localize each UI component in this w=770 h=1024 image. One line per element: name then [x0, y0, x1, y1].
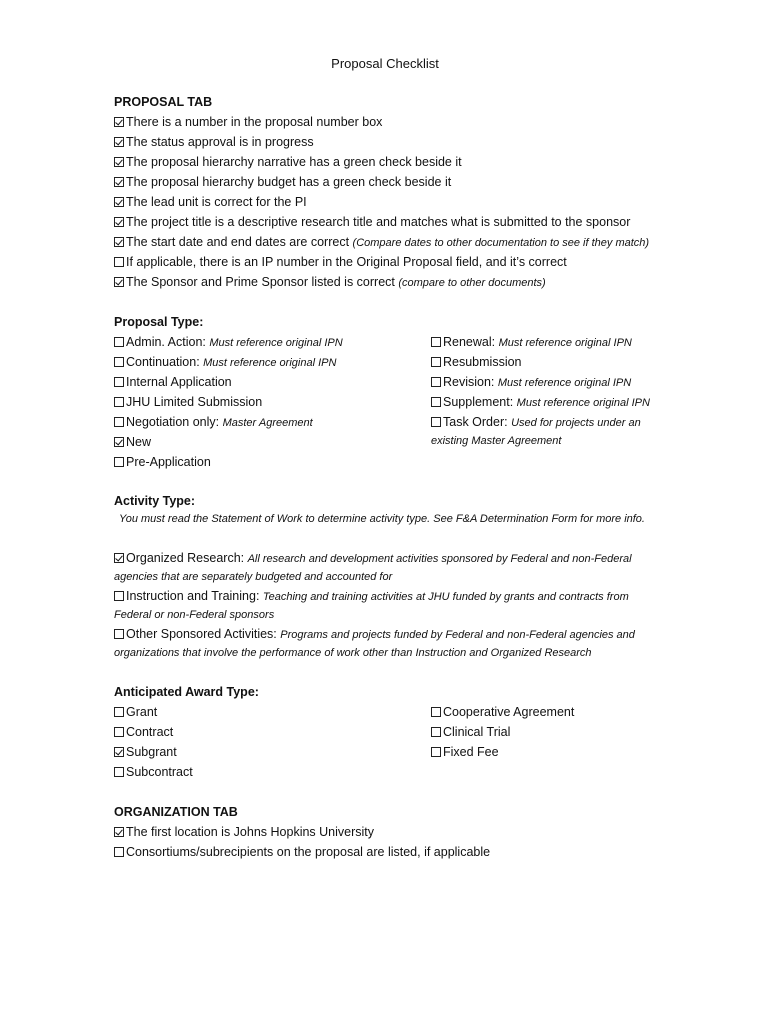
checked-checkbox[interactable]: [114, 747, 124, 757]
checklist-item: [114, 588, 629, 605]
unchecked-checkbox[interactable]: [114, 591, 124, 601]
activity-item-note-continued: Federal or non-Federal sponsors: [114, 609, 275, 621]
unchecked-checkbox[interactable]: [114, 847, 124, 857]
checklist-item-note: Must reference original IPN: [516, 397, 650, 409]
checklist-item-label: There is a number in the proposal number box: [126, 115, 383, 129]
checklist-item-label: Pre-Application: [126, 455, 211, 469]
checklist-item-label: Supplement:: [443, 395, 517, 409]
unchecked-checkbox[interactable]: [431, 747, 441, 757]
checklist-item-label: Resubmission: [443, 355, 522, 369]
checklist-item-label: Grant: [126, 705, 158, 719]
checklist-item: [114, 724, 173, 740]
checklist-item-note: Must reference original IPN: [203, 357, 337, 369]
proposal-tab-heading: PROPOSAL TAB: [114, 95, 213, 109]
checklist-item-label: Clinical Trial: [443, 725, 511, 739]
activity-item-note-continued: organizations that involve the performance of work other than Instruction and Organized Research: [114, 647, 592, 659]
checklist-item: [114, 334, 343, 351]
checklist-item-label: Admin. Action:: [126, 335, 210, 349]
unchecked-checkbox[interactable]: [114, 457, 124, 467]
checklist-item-label: The first location is Johns Hopkins University: [126, 825, 375, 839]
proposal-type-heading: Proposal Type:: [114, 315, 204, 329]
checklist-item-label: The lead unit is correct for the PI: [126, 195, 307, 209]
checklist-item-label: Contract: [126, 725, 174, 739]
checked-checkbox[interactable]: [114, 197, 124, 207]
checklist-item: [431, 744, 499, 760]
checklist-item: [114, 254, 567, 270]
unchecked-checkbox[interactable]: [114, 629, 124, 639]
checked-checkbox[interactable]: [114, 437, 124, 447]
checked-checkbox[interactable]: [114, 827, 124, 837]
unchecked-checkbox[interactable]: [431, 707, 441, 717]
unchecked-checkbox[interactable]: [431, 417, 441, 427]
checklist-item-label: Renewal:: [443, 335, 499, 349]
checklist-item-label: Continuation:: [126, 355, 204, 369]
checklist-item-label: The proposal hierarchy narrative has a green check beside it: [126, 155, 462, 169]
checklist-item: [431, 334, 632, 351]
checklist-item: [431, 414, 641, 431]
unchecked-checkbox[interactable]: [431, 727, 441, 737]
checklist-item-note: Programs and projects funded by Federal and non-Federal agencies and: [280, 629, 635, 641]
checked-checkbox[interactable]: [114, 237, 124, 247]
checklist-item: [431, 704, 574, 720]
page-title: Proposal Checklist: [331, 56, 439, 71]
checklist-item-note: Must reference original IPN: [498, 337, 632, 349]
checklist-item: [114, 824, 374, 840]
checklist-item-label: Organized Research:: [126, 551, 248, 565]
unchecked-checkbox[interactable]: [114, 257, 124, 267]
activity-type-intro: You must read the Statement of Work to determine activity type. See F&A Determination Form for more info.: [119, 513, 645, 525]
task-order-note-continued: existing Master Agreement: [431, 435, 562, 447]
unchecked-checkbox[interactable]: [114, 357, 124, 367]
checklist-item: [114, 704, 157, 720]
checklist-item-note: Must reference original IPN: [497, 377, 632, 389]
checklist-item: [431, 374, 631, 391]
checklist-item-label: The status approval is in progress: [126, 135, 314, 149]
checklist-item-note: Teaching and training activities at JHU funded by grants and contracts from: [262, 591, 629, 603]
unchecked-checkbox[interactable]: [114, 377, 124, 387]
checklist-item-label: JHU Limited Submission: [126, 395, 263, 409]
activity-type-heading: Activity Type:: [114, 494, 196, 508]
checked-checkbox[interactable]: [114, 117, 124, 127]
checklist-item-note: Used for projects under an: [511, 417, 641, 429]
checklist-item: [114, 194, 307, 210]
checked-checkbox[interactable]: [114, 157, 124, 167]
checklist-item-label: The start date and end dates are correct: [126, 235, 353, 249]
checklist-item: [114, 214, 630, 230]
checklist-item: [114, 354, 336, 371]
checklist-item-label: Task Order:: [443, 415, 512, 429]
checked-checkbox[interactable]: [114, 177, 124, 187]
checklist-item: [114, 844, 490, 860]
checklist-item: [114, 154, 462, 170]
checklist-item-note: Must reference original IPN: [209, 337, 343, 349]
checklist-item-label: Negotiation only:: [126, 415, 223, 429]
checklist-item: [114, 764, 193, 780]
checklist-item-label: Subgrant: [126, 745, 177, 759]
checklist-item: [114, 626, 635, 643]
checklist-item: [114, 134, 314, 150]
checklist-item: [114, 274, 546, 291]
checklist-item: [114, 374, 232, 390]
checklist-item-label: If applicable, there is an IP number in the Original Proposal field, and it’s correct: [126, 255, 567, 269]
checklist-item-label: Internal Application: [126, 375, 232, 389]
award-type-heading: Anticipated Award Type:: [114, 685, 259, 699]
checklist-item-label: Subcontract: [126, 765, 193, 779]
checklist-item-note: (compare to other documents): [398, 277, 546, 289]
checklist-item-note: Master Agreement: [222, 417, 313, 429]
checklist-item-label: The proposal hierarchy budget has a green check beside it: [126, 175, 452, 189]
unchecked-checkbox[interactable]: [431, 397, 441, 407]
checked-checkbox[interactable]: [114, 277, 124, 287]
checklist-item: [114, 744, 177, 760]
checklist-item: [114, 550, 632, 567]
checklist-item-label: Fixed Fee: [443, 745, 499, 759]
checklist-item-label: The Sponsor and Prime Sponsor listed is correct: [126, 275, 399, 289]
checklist-item: [114, 394, 262, 410]
checklist-item-label: Instruction and Training:: [126, 589, 263, 603]
checklist-item-note: All research and development activities sponsored by Federal and non-Federal: [247, 553, 632, 565]
checklist-item: [431, 724, 510, 740]
checklist-item-label: New: [126, 435, 152, 449]
checklist-item-label: Other Sponsored Activities:: [126, 627, 281, 641]
checklist-item: [431, 394, 650, 411]
checklist-item-label: Consortiums/subrecipients on the proposal are listed, if applicable: [126, 845, 491, 859]
organization-tab-heading: ORGANIZATION TAB: [114, 805, 238, 819]
checked-checkbox[interactable]: [114, 137, 124, 147]
checklist-item: [431, 354, 522, 370]
unchecked-checkbox[interactable]: [114, 767, 124, 777]
checklist-item: [114, 454, 211, 470]
unchecked-checkbox[interactable]: [114, 707, 124, 717]
unchecked-checkbox[interactable]: [114, 727, 124, 737]
unchecked-checkbox[interactable]: [114, 397, 124, 407]
unchecked-checkbox[interactable]: [431, 357, 441, 367]
checklist-item-label: Revision:: [443, 375, 498, 389]
checked-checkbox[interactable]: [114, 217, 124, 227]
checklist-item-label: Cooperative Agreement: [443, 705, 575, 719]
unchecked-checkbox[interactable]: [431, 377, 441, 387]
checklist-item: [114, 114, 382, 130]
checklist-item: [114, 434, 151, 450]
checklist-item: [114, 414, 313, 431]
unchecked-checkbox[interactable]: [431, 337, 441, 347]
unchecked-checkbox[interactable]: [114, 417, 124, 427]
checked-checkbox[interactable]: [114, 553, 124, 563]
checklist-item: [114, 234, 649, 251]
checklist-item-label: The project title is a descriptive research title and matches what is submitted to the sponsor: [126, 215, 631, 229]
checklist-item: [114, 174, 451, 190]
unchecked-checkbox[interactable]: [114, 337, 124, 347]
activity-item-note-continued: agencies that are separately budgeted and accounted for: [114, 571, 393, 583]
checklist-item-note: (Compare dates to other documentation to see if they match): [352, 237, 650, 249]
